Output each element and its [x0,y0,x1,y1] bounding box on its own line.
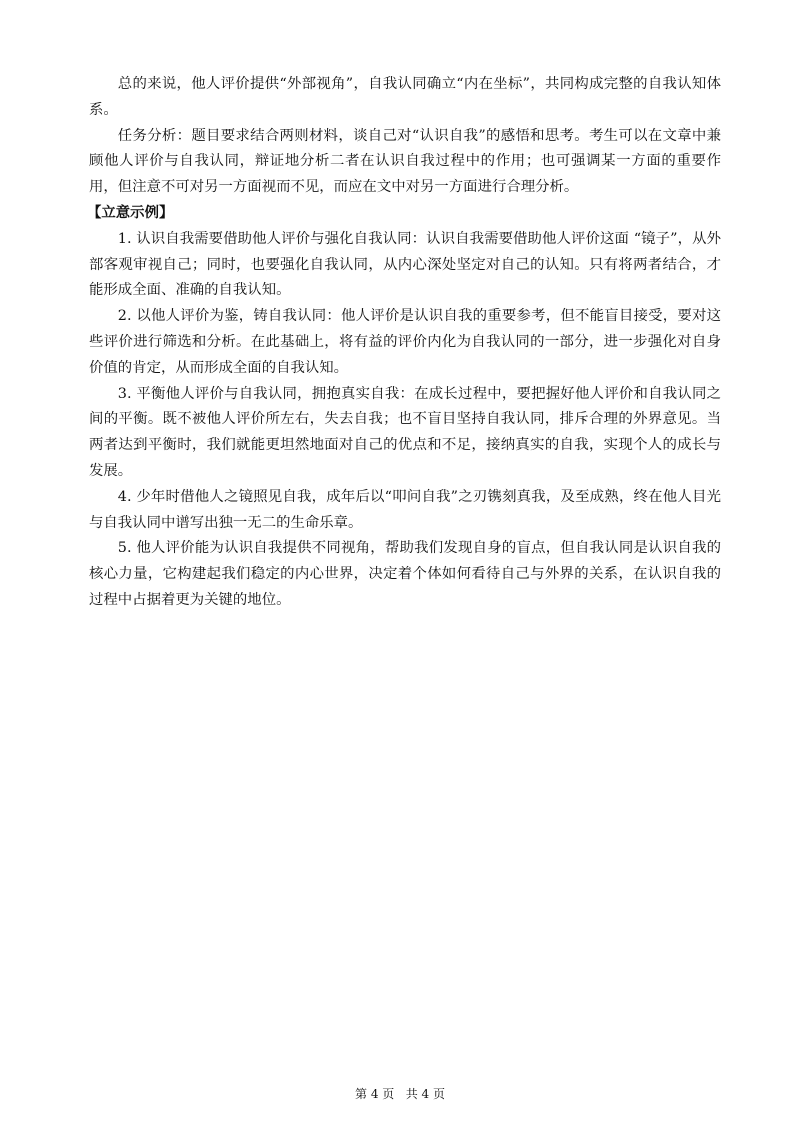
task-analysis-paragraph: 任务分析：题目要求结合两则材料，谈自己对“认识自我”的感悟和思考。考生可以在文章中兼顾他人评价与自我认同，辩证地分析二者在认识自我过程中的作用；也可强调某一方面的重要作用，但注意不可对另一方面视而不见，而应在文中对另一方面进行合理分析。 [89,127,721,196]
section-heading: 【立意示例】 [87,204,174,221]
summary-paragraph: 总的来说，他人评价提供“外部视角”，自我认同确立“内在坐标”，共同构成完整的自我认知体系。 [89,76,721,118]
example-paragraph-5: 5. 他人评价能为认识自我提供不同视角，帮助我们发现自身的盲点，但自我认同是认识自我的核心力量，它构建起我们稳定的内心世界，决定着个体如何看待自己与外界的关系，在认识自我的过程中占据着更为关键的地位。 [89,540,721,608]
page-footer [0,1086,800,1102]
page-number: 第 4 页 共 4 页 [355,1087,445,1101]
example-paragraph-3: 3. 平衡他人评价与自我认同，拥抱真实自我：在成长过程中，要把握好他人评价和自我认同之间的平衡。既不被他人评价所左右，失去自我；也不盲目坚持自我认同，排斥合理的外界意见。当两者达到平衡时，我们就能更坦然地面对自己的优点和不足，接纳真实的自我，实现个人的成长与发展。 [89,385,721,479]
example-paragraph-4: 4. 少年时借他人之镜照见自我，成年后以“叩问自我”之刃镌刻真我，及至成熟，终在他人目光与自我认同中谱写出独一无二的生命乐章。 [89,488,721,531]
example-paragraph-1: 1. 认识自我需要借助他人评价与强化自我认同：认识自我需要借助他人评价这面 “镜子”，从外部客观审视自己；同时，也要强化自我认同，从内心深处坚定对自己的认知。只有将两者结合，才能形成全面、准确的自我认知。 [89,230,721,299]
document-body [89,72,721,614]
example-paragraph-2: 2. 以他人评价为鉴，铸自我认同：他人评价是认识自我的重要参考，但不能盲目接受，要对这些评价进行筛选和分析。在此基础上，将有益的评价内化为自我认同的一部分，进一步强化对自身价值的肯定，从而形成全面的自我认知。 [89,308,721,376]
